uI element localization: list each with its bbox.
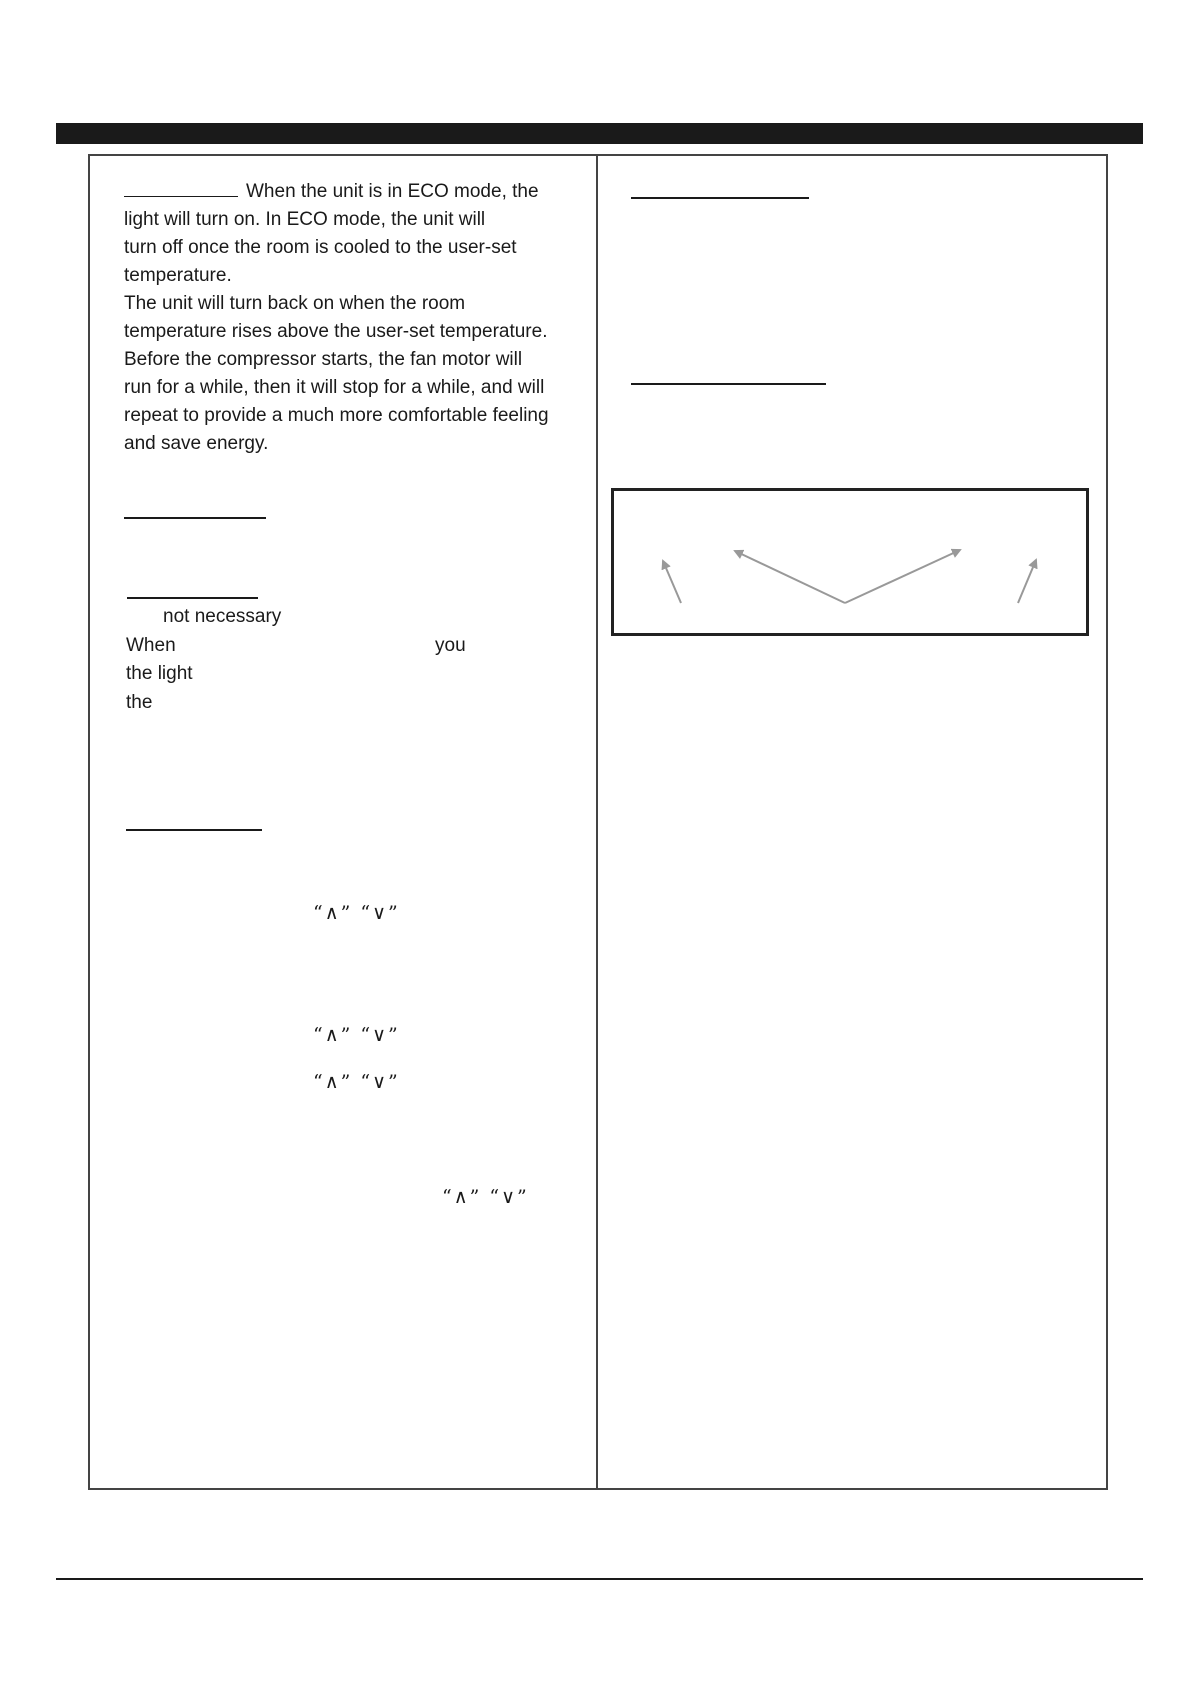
eco-line-7: Before the compressor starts, the fan motor will <box>124 349 523 370</box>
not-necessary-text: not necessary <box>163 606 282 627</box>
heading-rule-3 <box>127 597 258 599</box>
eco-line-1: When the unit is in ECO mode, the <box>124 176 594 206</box>
eco-line-4: temperature. <box>124 265 232 286</box>
footer-rule <box>56 1578 1143 1580</box>
eco-line-10: and save energy. <box>124 433 269 454</box>
heading-rule-4 <box>126 829 262 831</box>
up-down-buttons-4: “∧” “∨” <box>442 1186 529 1208</box>
eco-line-8: run for a while, then it will stop for a while, and will <box>124 377 545 398</box>
column-divider <box>596 154 598 1490</box>
right-heading-rule-1 <box>631 197 809 199</box>
eco-line-2: light will turn on. In ECO mode, the unit will <box>124 209 486 230</box>
up-down-buttons-1: “∧” “∨” <box>313 902 400 924</box>
when-text: When <box>126 635 176 656</box>
the-text: the <box>126 692 153 713</box>
eco-line-3: turn off once the room is cooled to the user-set <box>124 237 517 258</box>
heading-rule-2 <box>124 517 266 519</box>
the-light-text: the light <box>126 663 193 684</box>
airflow-diagram <box>611 488 1089 636</box>
up-down-buttons-3: “∧” “∨” <box>313 1071 400 1093</box>
right-heading-rule-2 <box>631 383 826 385</box>
up-down-buttons-2: “∧” “∨” <box>313 1024 400 1046</box>
header-bar <box>56 123 1143 144</box>
heading-blank <box>124 176 238 197</box>
airflow-arrows-icon <box>614 491 1086 633</box>
eco-line-5: The unit will turn back on when the room <box>124 293 466 314</box>
eco-line-9: repeat to provide a much more comfortable feeling <box>124 405 549 426</box>
eco-line-6: temperature rises above the user-set temperature. <box>124 321 548 342</box>
you-text: you <box>435 635 466 656</box>
eco-mode-paragraph <box>124 176 594 458</box>
